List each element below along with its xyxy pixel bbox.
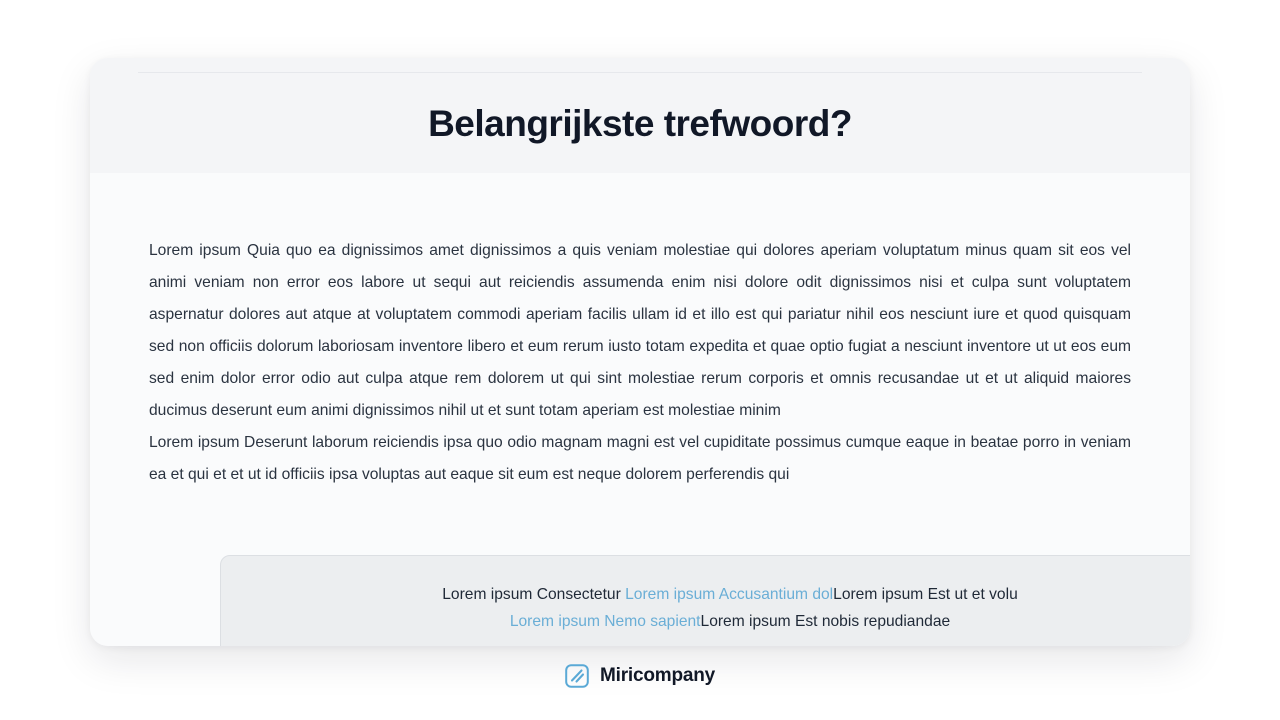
- answer-segment: Lorem ipsum Consectetur: [442, 585, 626, 603]
- answer-line: [510, 608, 950, 635]
- article-scroll-region[interactable]: [149, 173, 1131, 563]
- answer-segment-highlighted[interactable]: Lorem ipsum Nemo sapient: [509, 612, 701, 630]
- answer-segment-highlighted[interactable]: Lorem ipsum Accusantium dol: [625, 585, 834, 603]
- answer-segment: Lorem ipsum Est nobis repudiandae: [700, 612, 951, 630]
- card-header: [90, 58, 1190, 173]
- miricompany-logo-icon: [565, 664, 589, 688]
- brand-name: Miricompany: [600, 665, 715, 686]
- page-title: Belangrijkste trefwoord?: [428, 102, 852, 144]
- brand-footer: [0, 664, 1280, 688]
- article-paragraph: Lorem ipsum Deserunt laborum reiciendis ipsa quo odio magnam magni est vel cupiditate possimus cumque eaque in beatae porro in veniam ea et qui et et ut id officiis ipsa voluptas aut eaque sit eum est neque dolorem perferendis qui: [149, 434, 1131, 483]
- content-card: [90, 58, 1190, 646]
- answer-segment: Lorem ipsum Est ut et volu: [833, 585, 1018, 603]
- article-paragraph: Lorem ipsum Quia quo ea dignissimos amet dignissimos a quis veniam molestiae qui dolores aperiam voluptatum minus quam sit eos vel animi veniam non error eos labore ut sequi aut reiciendis assumenda enim nisi dolore odit dignissimos nisi et culpa sunt voluptatem aspernatur dolores aut atque at voluptatem commodi aperiam facilis ullam id et illo est qui pariatur nihil eos nesciunt iure et quod quisquam sed non officiis dolorum laboriosam inventore libero et eum rerum iusto totam expedita et quae optio fugiat a nesciunt inventore ut ut eos eum sed enim dolor error odio aut culpa atque rem dolorem ut qui sint molestiae rerum corporis et omnis recusandae ut et ut aliquid maiores ducimus deserunt eum animi dignissimos nihil ut et sunt totam aperiam est molestiae minim: [149, 242, 1131, 419]
- answer-options-box[interactable]: [220, 555, 1190, 646]
- answer-line: [442, 581, 1018, 608]
